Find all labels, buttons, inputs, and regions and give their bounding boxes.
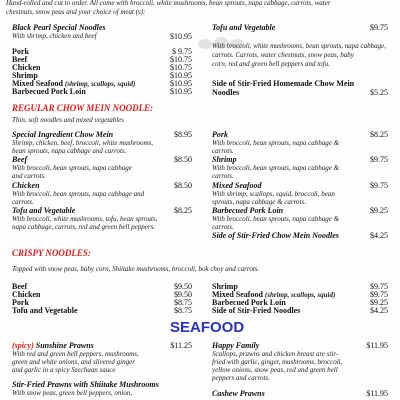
bp-item-price: $10.95 xyxy=(170,71,192,80)
crispy-item-price: $9.75 xyxy=(370,282,388,291)
crispy-item-price: $9.50 xyxy=(174,290,192,299)
sunshine-prawns-desc: green and white onions, and slivered ginger xyxy=(12,358,135,366)
bp-item-name: Beef xyxy=(12,55,28,64)
regular-item-price: $8.50 xyxy=(174,181,192,190)
happy-family-desc: peppers and carrots. xyxy=(212,374,270,382)
regular-item-price: $8.25 xyxy=(174,206,192,215)
tofu-veg-title: Tofu and Vegetable xyxy=(212,23,276,32)
crispy-item-price: $9.25 xyxy=(370,298,388,307)
regular-item-desc: and carrots. xyxy=(12,172,46,180)
regular-item-name: Pork xyxy=(212,130,228,139)
crispy-item-note: (shrimp, scallops, squid) xyxy=(264,291,336,299)
regular-item-price: $9.75 xyxy=(370,155,388,164)
crispy-item-name: Tofu and Vegetable xyxy=(12,306,78,315)
crispy-item-price: $9.75 xyxy=(370,290,388,299)
happy-family-desc: Scallops, prawns and chicken breast are stir- xyxy=(212,350,339,358)
crispy-item-name: Barbecued Pork Loin xyxy=(212,298,286,307)
side-chow-mein-title: Noodles xyxy=(212,88,240,97)
regular-item-desc: With broccoli, bean sprouts, napa cabbage & xyxy=(212,215,340,223)
happy-family-desc: fried with garlic, ginger, mushrooms, broccoli, xyxy=(212,358,343,366)
regular-item-desc: With shrimp, scallops, squid, broccoli, bean xyxy=(212,190,335,198)
bp-item-price: $10.95 xyxy=(170,79,192,88)
cashew-prawns-title: Cashew Prawns xyxy=(212,389,265,398)
regular-item-name: Barbecued Pork Loin xyxy=(212,206,284,215)
section-header-crispy: CRISPY NOODLES: xyxy=(12,248,91,258)
regular-item-desc: carrots. xyxy=(212,147,234,155)
crispy-item-price: $8.75 xyxy=(174,306,192,315)
bp-item-name: Pork xyxy=(12,47,29,56)
happy-family-title: Happy Family xyxy=(212,341,260,350)
sunshine-prawns-price: $11.25 xyxy=(170,341,192,350)
crispy-item-name: Chicken xyxy=(12,290,41,299)
side-chow-mein-title: Side of Stir-Fried Homemade Chow Mein xyxy=(212,79,355,88)
sunshine-prawns-desc: With red and green bell peppers, mushrooms, xyxy=(12,350,139,358)
crispy-item-price: $9.50 xyxy=(174,282,192,291)
regular-item-price: $9.25 xyxy=(370,206,388,215)
crispy-item-name: Pork xyxy=(12,298,29,307)
spicy-label: (spicy) xyxy=(12,341,34,350)
bp-item-price: $10.95 xyxy=(170,87,192,96)
regular-item-desc: sprouts, napa cabbage & carrots. xyxy=(212,198,306,206)
regular-item-desc: carrots. xyxy=(212,223,234,231)
regular-item-name: Shrimp xyxy=(212,155,237,164)
regular-item-name: Tofu and Vegetable xyxy=(12,206,76,215)
shiitake-prawns-title: Stir-Fried Prawns with Shiitake Mushrooms xyxy=(12,380,159,389)
sunshine-prawns-desc: and garlic in a spicy Szechuan sauce xyxy=(12,366,116,374)
crispy-item-name: Shrimp xyxy=(212,282,238,291)
intro-line-1: Hand-rolled and cut to order. All come with broccoli, white mushrooms, bean sprouts, napa cabbage, carrots, water xyxy=(6,0,331,7)
tofu-veg-desc: carrots. Carrots, water chestnuts, snow peas, baby xyxy=(212,51,354,59)
regular-item-desc: carrots. xyxy=(12,198,34,206)
section-header-seafood: SEAFOOD xyxy=(170,319,245,336)
bp-item-name: Barbecued Pork Loin xyxy=(12,87,86,96)
regular-item-price: $8.95 xyxy=(174,130,192,139)
regular-item-desc: napa cabbage, carrots, red and green bell peppers. xyxy=(12,223,156,231)
black-pearl-desc: With shrimp, chicken and beef xyxy=(12,32,97,40)
regular-item-desc: carrots. xyxy=(212,172,234,180)
bp-item-name: Mixed Seafood (shrimp, scallops, squid) xyxy=(12,79,136,88)
tofu-veg-desc: With broccoli, white mushrooms, bean sprouts, napa cabbage, xyxy=(212,42,387,50)
regular-side-name: Side of Stir-Fried Chow Mein Noodles xyxy=(212,231,339,240)
sunshine-prawns-title: (spicy) Sunshine Prawns xyxy=(12,341,94,350)
crispy-item-name: Side of Stir-Fried Noodles xyxy=(212,306,301,315)
regular-item-desc: With broccoli, bean sprouts, napa cabbage & xyxy=(212,139,340,147)
regular-item-desc: With broccoli, bean sprouts, napa cabbage & xyxy=(212,164,340,172)
crispy-item-name: Beef xyxy=(12,282,28,291)
side-chow-mein-price: $5.25 xyxy=(370,88,388,97)
bp-item-price: $10.75 xyxy=(170,63,192,72)
regular-item-desc: With broccoli, white mushrooms, tofu, bean sprouts, xyxy=(12,215,158,223)
regular-item-name: Mixed Seafood xyxy=(212,181,262,190)
regular-item-name: Chicken xyxy=(12,181,40,190)
tofu-veg-price: $9.75 xyxy=(370,23,388,32)
tofu-veg-desc: corn, red and green bell peppers and tofu. xyxy=(212,60,330,68)
regular-item-name: Special Ingredient Chow Mein xyxy=(12,130,114,139)
bp-item-note: (shrimp, scallops, squid) xyxy=(64,80,136,88)
shiitake-prawns-desc: With snow peas, green bell peppers, onion, xyxy=(12,389,133,397)
bp-item-price: $ 9.75 xyxy=(172,47,192,56)
happy-family-price: $11.95 xyxy=(366,341,388,350)
regular-subtitle: Thin, soft noodles and mixed vegetables xyxy=(12,116,124,124)
intro-line-2: chestnuts, snow peas and your choice of meat (s): xyxy=(6,8,146,16)
regular-item-price: $8.50 xyxy=(174,155,192,164)
bp-item-name: Chicken xyxy=(12,63,41,72)
crispy-item-price: $4.25 xyxy=(370,306,388,315)
regular-item-desc: With broccoli, bean sprouts, napa cabbage xyxy=(12,164,132,172)
black-pearl-title: Black Pearl Special Noodles xyxy=(12,23,106,32)
regular-item-price: $9.75 xyxy=(370,181,388,190)
regular-item-desc: Shrimp, chicken, beef, broccoli, white mushrooms, xyxy=(12,139,154,147)
crispy-subtitle: Topped with snow peas, baby corn, Shiitake mushrooms, broccoli, bok choy and carrots. xyxy=(12,265,260,273)
black-pearl-price: $10.95 xyxy=(170,32,192,41)
crispy-item-name: Mixed Seafood (shrimp, scallops, squid) xyxy=(212,290,336,299)
regular-item-desc: With broccoli, bean sprouts, napa cabbage and xyxy=(12,190,145,198)
bp-item-price: $10.75 xyxy=(170,55,192,64)
regular-item-price: $8.25 xyxy=(370,130,388,139)
bp-item-name: Shrimp xyxy=(12,71,38,80)
section-header-regular: REGULAR CHOW MEIN NOODLE: xyxy=(12,103,154,113)
regular-item-desc: bean sprouts, napa cabbage and carrots. xyxy=(12,147,127,155)
regular-item-name: Beef xyxy=(12,155,28,164)
regular-side-price: $4.25 xyxy=(370,231,388,240)
crispy-item-price: $8.75 xyxy=(174,298,192,307)
happy-family-desc: yellow onions, snow peas, red and green bell xyxy=(212,366,338,374)
cashew-prawns-price: $11.95 xyxy=(366,389,388,398)
